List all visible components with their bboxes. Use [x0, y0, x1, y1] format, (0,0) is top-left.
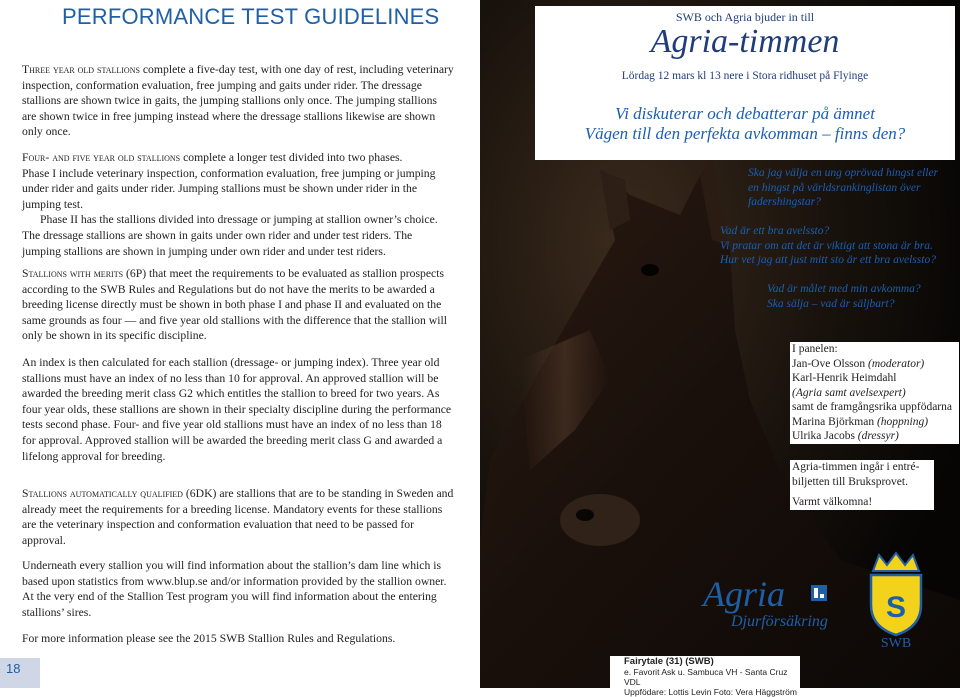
- text-automatically-qualified: (6DK) are stallions that are to be standing in Sweden and already meet the requirements for a breeding license. Mandatory events for these stallions are the veterinary inspection and conformation evaluation that need to be passed for approval.: [22, 487, 454, 547]
- caption-pedigree: e. Favorit Ask u. Sambuca VH - Santa Cruz VDL: [624, 667, 788, 687]
- horse-nostril: [576, 509, 594, 521]
- text-four-five-year-old: complete a longer test divided into two phases.: [180, 151, 403, 164]
- left-page: [0, 0, 480, 688]
- lead-three-year-old: Three year old stallions: [22, 63, 140, 76]
- panel-list: [790, 342, 959, 444]
- paragraph-three-year-old: [22, 62, 454, 140]
- question-2a: Vad är ett bra avelssto?: [720, 225, 830, 237]
- panel-member-4: Marina Björkman (hoppning): [792, 415, 929, 428]
- question-2c: Hur vet jag att just mitt sto är ett bra avelssto?: [720, 254, 936, 266]
- page-title: PERFORMANCE TEST GUIDELINES: [62, 4, 440, 29]
- paragraph-index: An index is then calculated for each stallion (dressage- or jumping index). Three year old stallions must have an index of no less than 10 for approval. An approved stallion will be awarded the breeding merit class G2 which entitles the stallion to breed for two years. As four year olds, these stallions are shown in their specialty discipline during the performance tests second phase. Four- and five year old stallions must have an index of no less than 18 for approval. Approved stallion will be awarded the breeding merit class G and awarded a lifelong approval for breeding.: [22, 356, 452, 463]
- panel-member-2-role: (Agria samt avelsexpert): [792, 386, 906, 399]
- text-phase-1: Phase I include veterinary inspection, conformation evaluation, free jumping or jumping under rider and gaits under rider. Jumping stallions must be shown under rider in the jumping test.: [22, 166, 436, 211]
- banner-topic-line1: Vi diskuterar och debatterar på ämnet: [615, 104, 875, 123]
- horse-muzzle: [560, 494, 640, 546]
- paragraph-more-info: For more information please see the 2015 SWB Stallion Rules and Regulations.: [22, 632, 396, 645]
- page-number: 18: [6, 661, 21, 676]
- text-three-year-old: complete a five-day test, with one day of rest, including veterinary inspection, conformation evaluation, free jumping and gaits under rider. The dressage stallions are shown twice in gaits, the jumping stallions only once. The jumping stallions are shown twice in free jumping instead where the dressage stallions likewise are shown only once.: [22, 63, 454, 139]
- swb-logo: [865, 553, 927, 653]
- question-3a: Vad är målet med min avkomma?: [767, 283, 921, 295]
- page-number-box: [0, 658, 40, 688]
- banner-topic-line2: Vägen till den perfekta avkomman – finns den?: [584, 124, 906, 143]
- paragraph-stallions-with-merits: [22, 266, 454, 344]
- swb-shield-letter: S: [885, 591, 907, 624]
- lead-automatically-qualified: Stallions automatically qualified: [22, 487, 183, 500]
- photo-caption: [610, 656, 800, 697]
- agria-logo: [703, 573, 828, 637]
- panel-member-5: Ulrika Jacobs (dressyr): [792, 430, 899, 442]
- paragraph-automatically-qualified: [22, 486, 454, 548]
- caption-horse-name: Fairytale (31) (SWB): [624, 656, 714, 667]
- text-phase-2: Phase II has the stallions divided into dressage or jumping at stallion owner’s choice. The dressage stallions are shown in gaits under own rider and under test riders. The jumping stallions are shown in jumping under own rider and under test riders.: [22, 213, 438, 258]
- right-page: [480, 0, 960, 697]
- panel-member-2: Karl-Henrik Heimdahl: [792, 372, 897, 384]
- horse-eye: [641, 264, 659, 276]
- lead-four-five-year-old: Four- and five year old stallions: [22, 151, 181, 164]
- question-1: Ska jag välja en ung oprövad hingst eller en hingst på världsrankinglistan över fadershingstar?: [748, 167, 939, 208]
- paragraph-four-five-year-old: [22, 150, 454, 259]
- info-line-1: Agria-timmen ingår i entré-: [792, 461, 920, 473]
- info-line-2: biljetten till Bruksprovet.: [792, 475, 908, 488]
- question-2b: Vi pratar om att det är viktigt att stona är bra.: [720, 239, 933, 252]
- agria-mark-icon: [811, 585, 827, 601]
- banner-title: Agria-timmen: [650, 23, 840, 60]
- swb-logo-text: SWB: [880, 636, 912, 651]
- caption-credits: Uppfödare: Lottis Levin Foto: Vera Häggström: [624, 687, 797, 697]
- swb-crown-shield-icon: [865, 553, 927, 637]
- question-3b: Ska sälja – vad är säljbart?: [767, 297, 895, 310]
- panel-member-1: Jan-Ove Olsson (moderator): [792, 357, 925, 370]
- info-box: [790, 460, 934, 510]
- banner-date: Lördag 12 mars kl 13 nere i Stora ridhuset på Flyinge: [621, 70, 869, 82]
- question-3: [767, 282, 957, 311]
- info-welcome: Varmt välkomna!: [792, 496, 873, 508]
- paragraph-dam-line: Underneath every stallion you will find information about the stallion’s dam line which is based upon statistics from www.blup.se and/or information provided by the stallion owner. At the very end of the Stallion Test program you will find information about the entering stallions’ sires.: [22, 559, 447, 619]
- agria-logo-subtext: Djurförsäkring: [731, 613, 828, 630]
- panel-label: I panelen:: [792, 343, 838, 355]
- event-banner: [535, 6, 955, 160]
- banner-invite: SWB och Agria bjuder in till: [675, 10, 815, 24]
- panel-breeders: samt de framgångsrika uppfödarna: [792, 401, 952, 413]
- agria-logo-text: Agria: [703, 574, 786, 614]
- text-stallions-with-merits: (6P) that meet the requirements to be evaluated as stallion prospects according to the SWB Rules and Regulations but do not have the merits to be awarded a breeding license directly must be shown in both phase I and phase II and evaluated on the same grounds as four — and five year old stallions with the difference that the stallion will only be shown in its specific discipline.: [22, 267, 447, 343]
- question-2: [720, 224, 955, 268]
- lead-stallions-with-merits: Stallions with merits: [22, 267, 124, 280]
